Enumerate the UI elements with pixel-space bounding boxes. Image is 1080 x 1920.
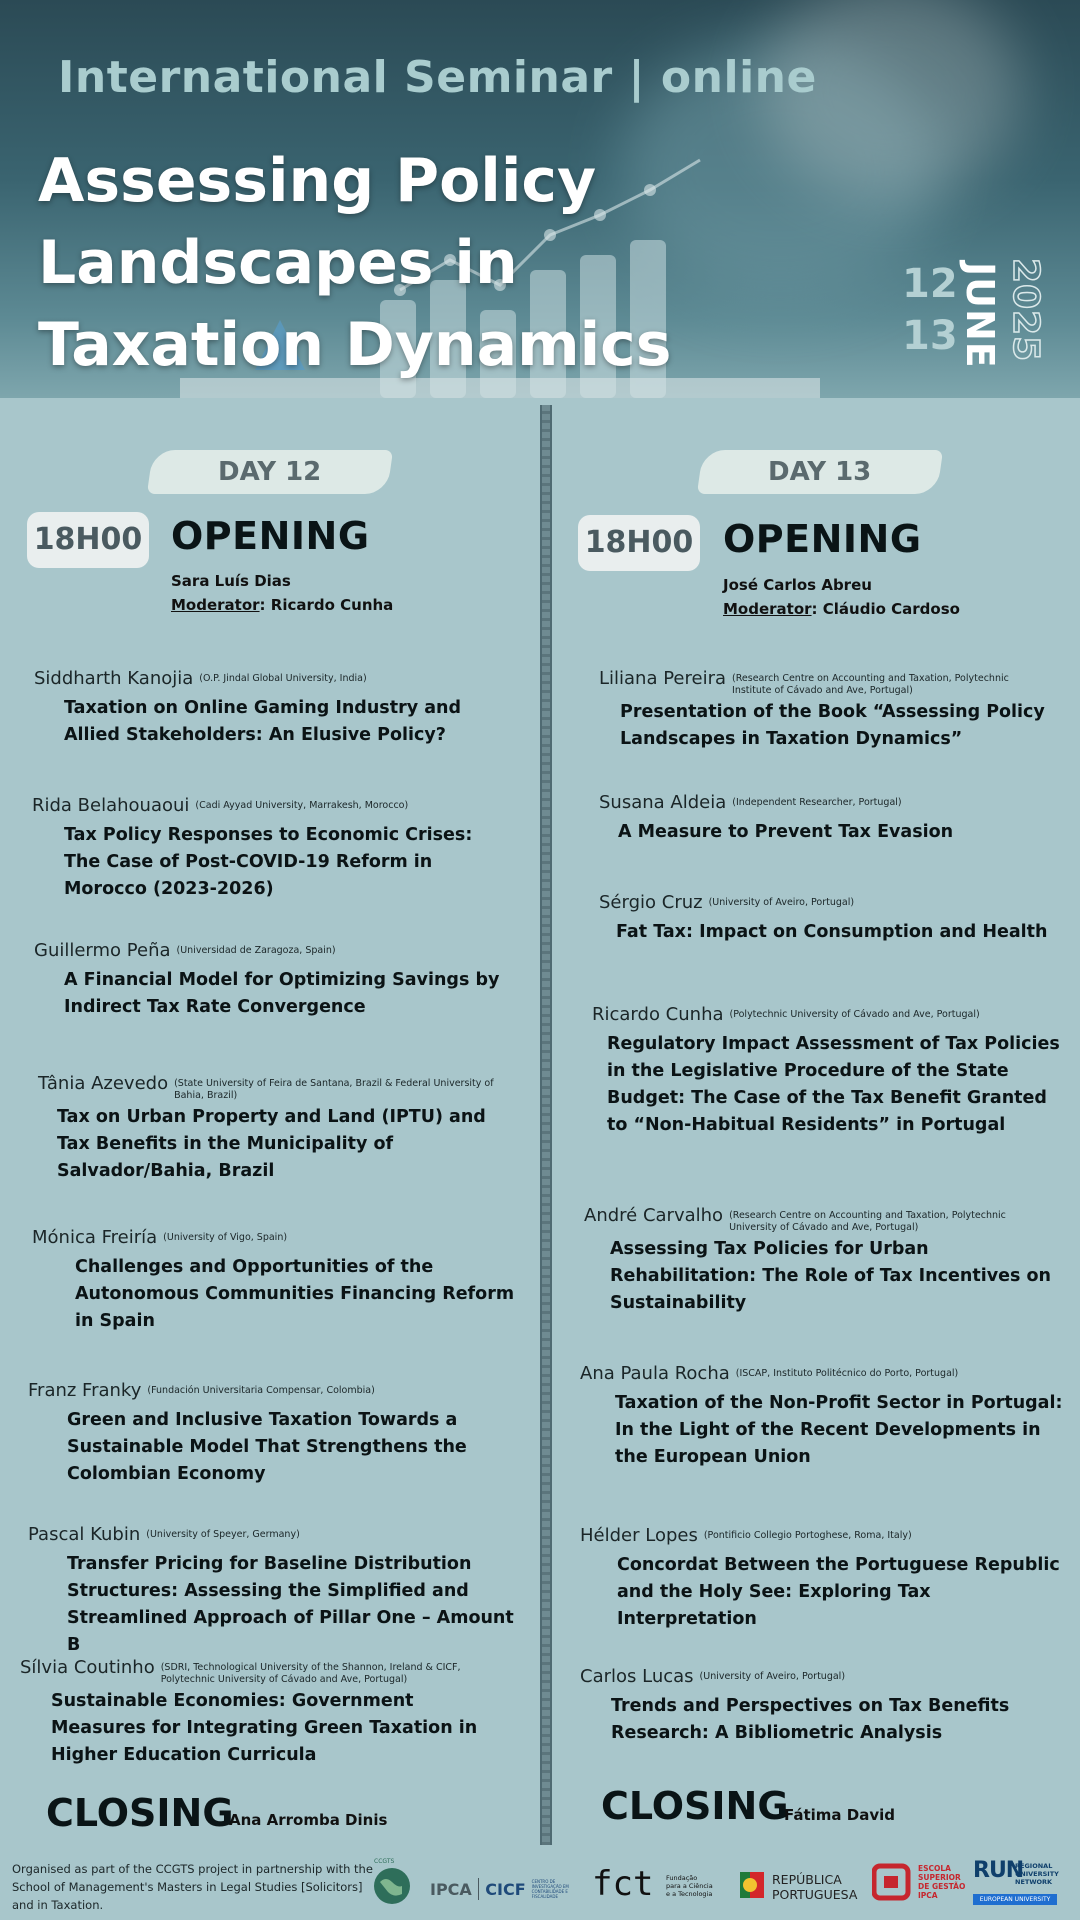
day-13-closing-speaker: Fátima David [784, 1806, 896, 1824]
talk-title: A Financial Model for Optimizing Savings by Indirect Tax Rate Convergence [64, 970, 500, 1017]
speaker-affiliation: (Polytechnic University of Cávado and Ave, Portugal) [729, 1009, 980, 1020]
speaker-name: Sílvia Coutinho [20, 1657, 155, 1678]
moderator-label: Moderator [171, 596, 260, 614]
fct-logo-subtitle: Fundação para a Ciência e a Tecnologia [666, 1874, 713, 1898]
talk-title: Green and Inclusive Taxation Towards a Sustainable Model That Strengthens the Colombian Economy [67, 1410, 467, 1484]
talk-title: Sustainable Economies: Government Measures for Integrating Green Taxation in Higher Education Curricula [51, 1691, 478, 1765]
speaker-name: André Carvalho [584, 1205, 724, 1226]
speaker-name: Susana Aldeia [599, 792, 727, 813]
talk-item [34, 668, 514, 749]
speaker-name: Ricardo Cunha [592, 1004, 724, 1025]
moderator-name: : Ricardo Cunha [259, 596, 394, 614]
day-13-time: 18H00 [578, 515, 700, 571]
speaker-name: Hélder Lopes [580, 1525, 698, 1546]
republica-portuguesa-logo [740, 1870, 860, 1904]
run-logo-subtitle: REGIONAL UNIVERSITY NETWORK [1015, 1862, 1059, 1886]
talk-item [28, 1524, 518, 1659]
talk-item [599, 792, 1069, 846]
date-days [902, 258, 958, 362]
talk-title: Challenges and Opportunities of the Autonomous Communities Financing Reform in Spain [75, 1257, 515, 1331]
moderator-name: : Cláudio Cardoso [811, 600, 960, 618]
cicf-logo-subtitle: CENTRO DE INVESTIGAÇÃO EM CONTABILIDADE E FISCALIDADE [531, 1879, 569, 1899]
day-12-opening-title: OPENING [171, 514, 370, 558]
run-logo-bar: EUROPEAN UNIVERSITY [973, 1894, 1057, 1905]
date-day-13: 13 [902, 313, 958, 359]
talk-title: Concordat Between the Portuguese Republic and the Holy See: Exploring Tax Interpretation [617, 1555, 1060, 1629]
speaker-name: Carlos Lucas [580, 1666, 694, 1687]
day-12-closing-speaker: Ana Arromba Dinis [229, 1811, 388, 1829]
day-12-label [147, 450, 393, 494]
talk-item [584, 1205, 1064, 1317]
speaker-affiliation: (Independent Researcher, Portugal) [732, 797, 902, 808]
talk-item [20, 1657, 510, 1769]
portugal-shield-icon [740, 1870, 766, 1900]
date-month: JUNE [958, 262, 1002, 369]
talk-title: Taxation of the Non-Profit Sector in Portugal: In the Light of the Recent Developments in the European Union [615, 1393, 1063, 1467]
run-logo-text: RUN [973, 1858, 1024, 1883]
speaker-name: Rida Belahouaoui [32, 795, 190, 816]
day-13-label-text: DAY 13 [768, 457, 872, 487]
talk-item [580, 1525, 1065, 1633]
ccgts-logo-text: CCGTS [374, 1858, 395, 1865]
speaker-affiliation: (State University of Feira de Santana, Brazil & Federal University of Bahia, Brazil) [174, 1078, 494, 1101]
speaker-affiliation: (Research Centre on Accounting and Taxation, Polytechnic University of Cávado and Ave, Portugal) [729, 1210, 1006, 1233]
republica-text: REPÚBLICA [772, 1872, 842, 1887]
day-13-opening-speaker: José Carlos Abreu [723, 576, 872, 594]
talk-item [28, 1380, 508, 1488]
speaker-affiliation: (Pontificio Collegio Portoghese, Roma, Italy) [703, 1530, 912, 1541]
day-12-moderator [171, 596, 393, 614]
talk-title: A Measure to Prevent Tax Evasion [618, 822, 954, 842]
talk-title: Transfer Pricing for Baseline Distribution Structures: Assessing the Simplified and Streamlined Approach of Pillar One – Amount B [67, 1554, 514, 1655]
talk-title: Fat Tax: Impact on Consumption and Health [616, 922, 1048, 942]
talk-title: Tax on Urban Property and Land (IPTU) and Tax Benefits in the Municipality of Salvador/Bahia, Brazil [57, 1107, 486, 1181]
talk-item [599, 668, 1069, 753]
esg-logo-text: ESCOLA SUPERIOR DE GESTÃO IPCA [918, 1864, 966, 1900]
talk-item [38, 1073, 518, 1185]
header-banner [0, 0, 1080, 398]
republica-portuguesa-text [772, 1872, 857, 1902]
talk-title: Assessing Tax Policies for Urban Rehabilitation: The Role of Tax Incentives on Sustainability [610, 1239, 1051, 1313]
talk-title: Taxation on Online Gaming Industry and Allied Stakeholders: An Elusive Policy? [64, 698, 461, 745]
logo-separator [478, 1878, 479, 1900]
speaker-affiliation: (Research Centre on Accounting and Taxation, Polytechnic Institute of Cávado and Ave, Portugal) [732, 673, 1009, 696]
title-line-1: Assessing Policy Landscapes in [38, 146, 597, 298]
speaker-name: Liliana Pereira [599, 668, 727, 689]
ccgts-logo [370, 1858, 414, 1906]
speaker-name: Guillermo Peña [34, 940, 171, 961]
day-12-opening-speaker: Sara Luís Dias [171, 572, 291, 590]
ipca-cicf-logo [430, 1874, 570, 1904]
talk-item [599, 892, 1069, 946]
speaker-affiliation: (University of Vigo, Spain) [163, 1232, 288, 1243]
day-12-closing-title: CLOSING [46, 1791, 234, 1835]
talk-title: Tax Policy Responses to Economic Crises: The Case of Post-COVID-19 Reform in Morocco (2023-2026) [64, 825, 473, 899]
talk-title: Presentation of the Book “Assessing Policy Landscapes in Taxation Dynamics” [620, 702, 1045, 749]
speaker-name: Sérgio Cruz [599, 892, 703, 913]
title-line-2: Taxation Dynamics [38, 310, 672, 380]
speaker-name: Franz Franky [28, 1380, 142, 1401]
speaker-affiliation: (O.P. Jindal Global University, India) [199, 673, 367, 684]
talk-title: Regulatory Impact Assessment of Tax Policies in the Legislative Procedure of the State Budget: The Case of the Tax Benefit Granted to “Non-Habitual Residents” in Portugal [607, 1034, 1060, 1135]
speaker-affiliation: (ISCAP, Instituto Politécnico do Porto, Portugal) [735, 1368, 959, 1379]
talk-title: Trends and Perspectives on Tax Benefits Research: A Bibliometric Analysis [611, 1696, 1010, 1743]
ipca-logo-text: IPCA [430, 1879, 472, 1899]
speaker-affiliation: (SDRI, Technological University of the Shannon, Ireland & CICF, Polytechnic University of Cávado and Ave, Portugal) [160, 1662, 461, 1685]
day-12-time: 18H00 [27, 512, 149, 568]
talk-item [580, 1666, 1065, 1747]
talk-item [580, 1363, 1065, 1471]
speaker-affiliation: (University of Speyer, Germany) [146, 1529, 300, 1540]
day-13-moderator [723, 600, 960, 618]
speaker-affiliation: (Cadi Ayyad University, Marrakesh, Morocco) [195, 800, 409, 811]
day-13-closing-title: CLOSING [601, 1784, 789, 1828]
speaker-name: Mónica Freiría [32, 1227, 158, 1248]
speaker-affiliation: (University of Aveiro, Portugal) [708, 897, 855, 908]
speaker-name: Siddharth Kanojia [34, 668, 194, 689]
cicf-logo-text: CICF [485, 1879, 526, 1899]
esg-emblem-icon [872, 1862, 912, 1902]
speaker-affiliation: (University of Aveiro, Portugal) [699, 1671, 846, 1682]
portuguesa-text: PORTUGUESA [772, 1887, 858, 1902]
seminar-kicker: International Seminar | online [58, 52, 817, 103]
speaker-name: Pascal Kubin [28, 1524, 141, 1545]
globe-icon [370, 1862, 414, 1906]
speaker-affiliation: (Universidad de Zaragoza, Spain) [176, 945, 336, 956]
talk-item [32, 795, 512, 903]
fct-logo-text: fct [592, 1864, 654, 1904]
day-13-opening-title: OPENING [723, 517, 922, 561]
speaker-name: Ana Paula Rocha [580, 1363, 730, 1384]
footer-note: Organised as part of the CCGTS project in partnership with the School of Management's Masters in Legal Studies [Solicitors] and in Taxation. [12, 1862, 373, 1912]
fct-logo [592, 1864, 713, 1908]
column-divider [540, 405, 552, 1845]
date-day-12: 12 [902, 261, 958, 307]
day-12-label-text: DAY 12 [218, 457, 322, 487]
talk-item [34, 940, 514, 1021]
esg-ipca-logo [872, 1862, 968, 1906]
speaker-affiliation: (Fundación Universitaria Compensar, Colombia) [147, 1385, 375, 1396]
talk-item [592, 1004, 1072, 1139]
talk-item [32, 1227, 522, 1335]
run-logo [973, 1858, 1077, 1908]
speaker-name: Tânia Azevedo [38, 1073, 169, 1094]
seminar-title [38, 140, 978, 386]
day-13-label [697, 450, 943, 494]
date-year: 2025 [1005, 258, 1046, 363]
moderator-label: Moderator [723, 600, 812, 618]
